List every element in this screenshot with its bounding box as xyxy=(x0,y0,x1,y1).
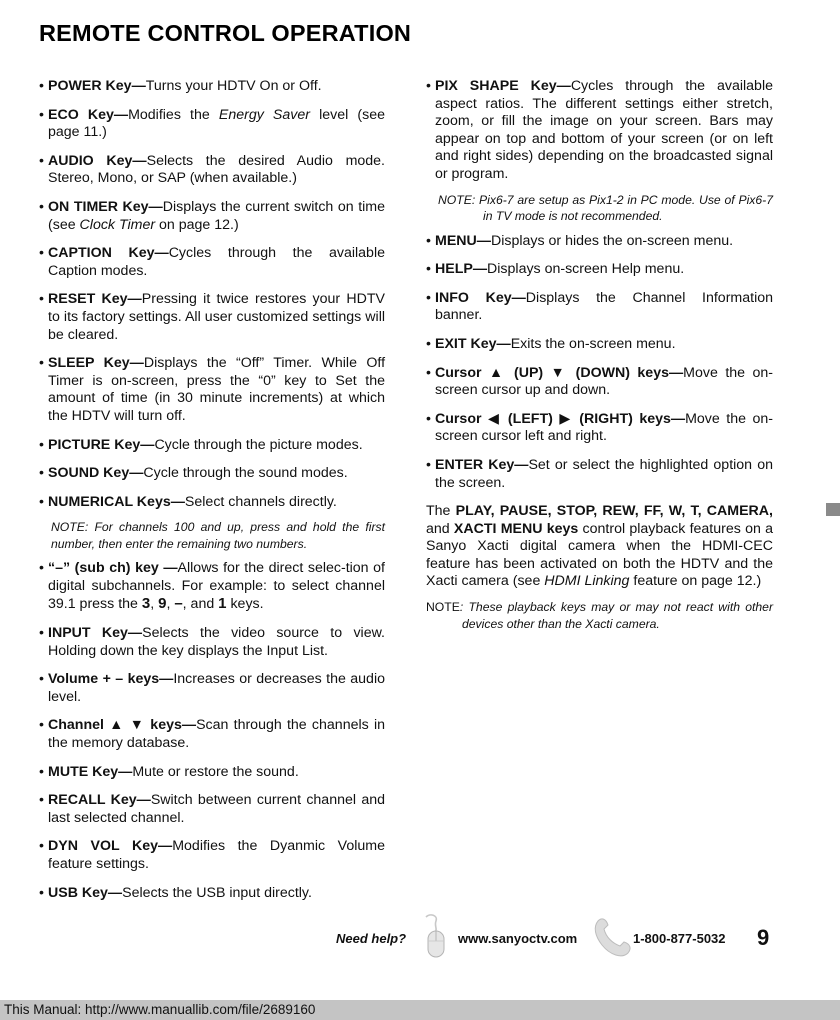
numerical-keys-item xyxy=(39,494,385,512)
separator: , and xyxy=(182,596,219,613)
menu-key-item xyxy=(426,233,773,251)
playback-keys: PLAY, PAUSE, STOP, REW, FF, W, T, CAMERA, xyxy=(455,503,773,520)
item-desc: Select channels directly. xyxy=(184,493,337,510)
section-tab-marker xyxy=(826,503,840,516)
item-desc: Cycles through the available aspect ratios. The different settings either stretch, zoom, or fill the image on your screen. Bars may appear on top and bottom of your screen (or on left and right sides) depending on the broadcasted signal or program. xyxy=(435,78,773,182)
channel-keys-item xyxy=(39,717,385,752)
item-desc: Move the on-screen cursor up and down. xyxy=(435,364,774,399)
item-key: HELP— xyxy=(435,261,488,278)
item-desc: keys. xyxy=(226,596,264,613)
item-desc: Increases or decreases the audio level. xyxy=(48,671,385,705)
item-key: ECO Key— xyxy=(48,106,129,123)
item-key: PICTURE Key— xyxy=(48,436,155,453)
item-desc: Move the on-screen cursor left and right. xyxy=(435,410,773,445)
para-text: and xyxy=(426,520,454,537)
item-desc: Cycles through the available Caption modes. xyxy=(48,245,385,279)
on-timer-key-item xyxy=(39,199,385,234)
sub-ch-key-item xyxy=(39,560,385,614)
item-key: Cursor ◀ (LEFT) ▶ (RIGHT) keys— xyxy=(435,410,686,427)
item-desc: Exits the on-screen menu. xyxy=(510,335,676,352)
item-desc: Cycle through the picture modes. xyxy=(154,436,363,453)
cursor-up-down-item xyxy=(426,365,773,400)
item-desc: Mute or restore the sound. xyxy=(132,763,299,780)
item-desc: Displays on-screen Help menu. xyxy=(487,261,685,278)
right-column xyxy=(426,78,773,640)
enter-key-item xyxy=(426,457,773,492)
item-key: ON TIMER Key— xyxy=(48,198,163,215)
key-dash: – xyxy=(174,595,183,613)
page-title: REMOTE CONTROL OPERATION xyxy=(39,20,412,46)
item-desc: Set or select the highlighted option on the screen. xyxy=(435,456,773,491)
item-key: EXIT Key— xyxy=(435,335,511,352)
note-text: : These playback keys may or may not react with other devices other than the Xacti camera. xyxy=(459,600,773,631)
picture-key-item xyxy=(39,437,385,455)
sleep-key-item xyxy=(39,355,385,425)
mouse-icon xyxy=(416,913,454,959)
item-key: “–” (sub ch) key — xyxy=(48,560,178,577)
need-help-label: Need help? xyxy=(336,931,407,946)
hdmi-linking-ref: HDMI Linking xyxy=(544,573,630,590)
item-key: SLEEP Key— xyxy=(48,355,144,372)
item-key: INFO Key— xyxy=(435,289,526,306)
eco-key-item xyxy=(39,107,385,142)
item-key: AUDIO Key— xyxy=(48,152,147,169)
pix-shape-note xyxy=(438,192,773,225)
item-desc: Scan through the channels in the memory database. xyxy=(48,717,385,752)
separator: , xyxy=(150,596,159,613)
item-desc: Pressing it twice restores your HDTV to its factory settings. All user customized settings will be cleared. xyxy=(48,291,385,343)
item-key: DYN VOL Key— xyxy=(48,838,173,855)
playback-paragraph xyxy=(426,503,773,591)
caption-key-item xyxy=(39,245,385,280)
item-key: MUTE Key— xyxy=(48,763,133,780)
website-link[interactable]: www.sanyoctv.com xyxy=(458,931,578,946)
usb-key-item xyxy=(39,885,385,903)
recall-key-item xyxy=(39,792,385,827)
dyn-vol-key-item xyxy=(39,838,385,873)
note-label: NOTE xyxy=(426,600,460,615)
pix-shape-key-item xyxy=(426,78,773,184)
mute-key-item xyxy=(39,764,385,782)
para-text: feature on page 12.) xyxy=(629,573,762,590)
reset-key-item xyxy=(39,291,385,344)
key-3: 3 xyxy=(141,595,151,613)
item-emphasis: Clock Timer xyxy=(79,216,156,233)
item-desc: Displays the “Off” Timer. While Off Timer is on-screen, press the “0” key to Set the amount of time (in 30 minute increments) at which the HDTV will turn off. xyxy=(48,355,386,424)
audio-key-item xyxy=(39,153,385,188)
item-desc: Selects the desired Audio mode. Stereo, Mono, or SAP (when available.) xyxy=(48,152,386,187)
input-key-item xyxy=(39,625,385,660)
para-text: The xyxy=(426,503,456,520)
left-column xyxy=(39,78,385,913)
note-text: : Pix6-7 are setup as Pix1-2 in PC mode. Use of Pix6-7 in TV mode is not recommended. xyxy=(471,192,773,224)
item-desc: Modifies the xyxy=(128,106,219,123)
footer xyxy=(0,925,840,957)
item-key: PIX SHAPE Key— xyxy=(435,78,571,94)
item-key: RECALL Key— xyxy=(48,792,151,809)
item-desc: on page 12.) xyxy=(155,216,239,233)
item-key: MENU— xyxy=(435,232,491,249)
item-key: Cursor ▲ (UP) ▼ (DOWN) keys— xyxy=(435,364,684,381)
item-key: RESET Key— xyxy=(48,291,142,308)
item-emphasis: Energy Saver xyxy=(218,106,310,123)
item-desc: Switch between current channel and last selected channel. xyxy=(48,792,386,826)
item-key: SOUND Key— xyxy=(48,465,144,482)
para-text: control playback features on a Sanyo Xacti digital camera when the HDMI-CEC feature has been activated on both the HDTV and the Xacti camera (see xyxy=(426,520,773,590)
key-9: 9 xyxy=(158,595,167,613)
item-desc: Selects the USB input directly. xyxy=(122,884,312,901)
help-key-item xyxy=(426,261,773,279)
key-1: 1 xyxy=(218,595,227,613)
item-desc: Displays or hides the on-screen menu. xyxy=(490,232,734,249)
item-desc: Allows for the direct selec-tion of digital subchannels. For example: to select channel 39.1 press the xyxy=(48,560,385,613)
sound-key-item xyxy=(39,465,385,483)
item-desc: Cycle through the sound modes. xyxy=(143,465,348,482)
info-key-item xyxy=(426,290,773,325)
exit-key-item xyxy=(426,336,773,354)
numerical-note xyxy=(51,519,385,552)
note-label: NOTE xyxy=(51,520,85,535)
item-key: CAPTION Key— xyxy=(48,245,169,262)
item-desc: Turns your HDTV On or Off. xyxy=(145,78,322,94)
item-desc: Displays the current switch on time (see xyxy=(48,198,386,233)
volume-keys-item xyxy=(39,671,385,706)
item-key: NUMERICAL Keys— xyxy=(48,493,185,510)
item-desc: Modifies the Dyanmic Volume feature settings. xyxy=(48,838,385,872)
item-desc: level (see page 11.) xyxy=(48,106,385,141)
cursor-left-right-item xyxy=(426,411,773,446)
phone-icon xyxy=(592,915,632,959)
item-desc: Selects the video source to view. Holding down the key displays the Input List. xyxy=(48,625,385,659)
separator: , xyxy=(166,596,175,613)
phone-number: 1-800-877-5032 xyxy=(633,931,726,946)
item-desc: Displays the Channel Information banner. xyxy=(435,289,774,324)
source-url[interactable]: This Manual: http://www.manuallib.com/file/2689160 xyxy=(4,1002,316,1017)
item-key: POWER Key— xyxy=(48,78,146,94)
note-label: NOTE xyxy=(438,192,472,207)
source-bar xyxy=(0,1000,840,1020)
xacti-menu-keys: XACTI MENU keys xyxy=(453,520,579,537)
item-key: INPUT Key— xyxy=(48,625,143,642)
item-key: USB Key— xyxy=(48,884,123,901)
power-key-item xyxy=(39,78,385,96)
item-key: Volume + – keys— xyxy=(48,671,174,688)
playback-note xyxy=(426,599,773,632)
note-text: : For channels 100 and up, press and hold the first number, then enter the remaining two numbers. xyxy=(51,520,385,551)
item-key: ENTER Key— xyxy=(435,456,529,473)
item-key: Channel ▲ ▼ keys— xyxy=(48,717,197,734)
page-number: 9 xyxy=(757,925,770,950)
